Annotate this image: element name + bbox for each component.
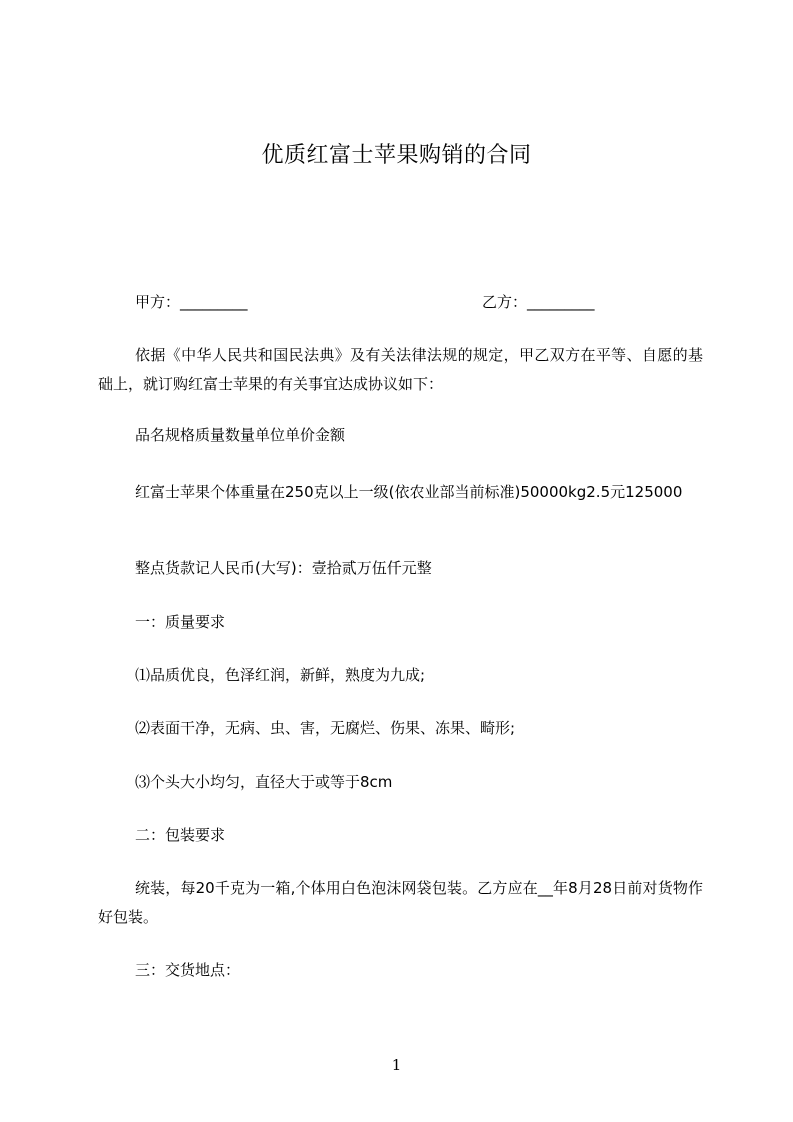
party-b-field: 乙方：_________ (482, 293, 595, 311)
product-paragraph: 红富士苹果个体重量在250克以上一级(依农业部当前标准)50000kg2.5元125000 (135, 483, 683, 501)
parties-line (98, 292, 745, 312)
quality-requirement-1: ⑴品质优良，色泽红润，新鲜，熟度为九成; (135, 666, 426, 684)
document-title: 优质红富士苹果购销的合同 (261, 143, 532, 168)
section-quality-title: 一：质量要求 (135, 613, 226, 631)
intro-paragraph: 依据《中华人民共和国民法典》及有关法律法规的规定，甲乙双方在平等、自愿的基础上，就订购红富士苹果的有关事宜达成协议如下： (98, 346, 703, 393)
page-number: 1 (391, 1056, 402, 1074)
table-header-line: 品名规格质量数量单位单价金额 (135, 426, 346, 444)
party-a-field: 甲方：_________ (135, 293, 248, 311)
quality-requirement-2: ⑵表面干净，无病、虫、害，无腐烂、伤果、冻果、畸形; (135, 719, 516, 737)
packing-paragraph: 统装，每20千克为一箱,个体用白色泡沫网袋包装。乙方应在__年8月28日前对货物作好包装。 (98, 879, 703, 926)
section-delivery-title: 三：交货地点： (135, 961, 241, 979)
quality-requirement-3: ⑶个头大小均匀，直径大于或等于8cm (135, 773, 393, 791)
section-packing-title: 二：包装要求 (135, 826, 226, 844)
total-line: 整点货款记人民币(大写)：壹拾贰万伍仟元整 (135, 559, 432, 577)
